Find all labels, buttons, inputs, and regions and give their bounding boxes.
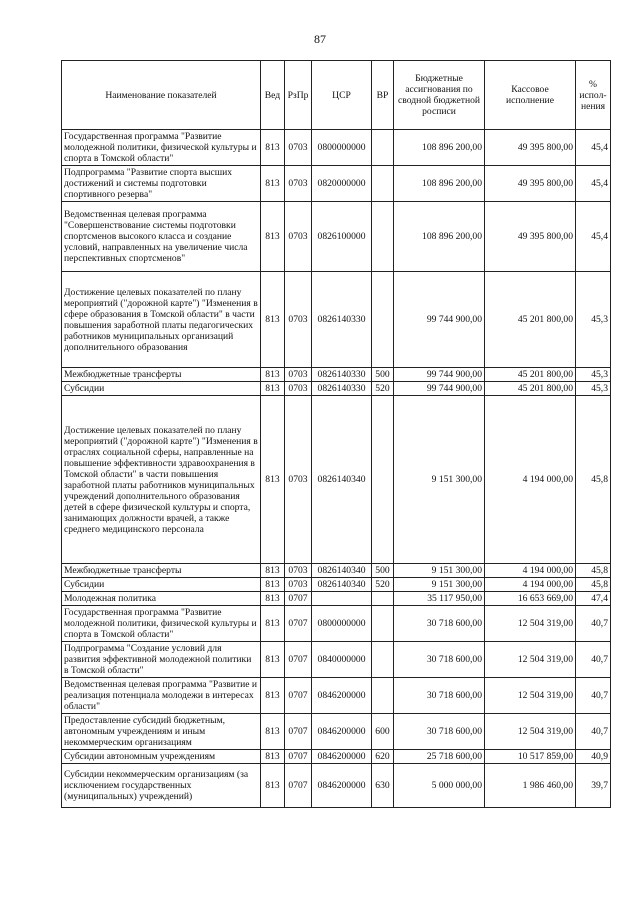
cell-ved: 813 (261, 130, 285, 166)
cell-rzpr: 0703 (285, 368, 312, 382)
cell-vr: 520 (372, 578, 394, 592)
cell-vr (372, 130, 394, 166)
cell-rzpr: 0703 (285, 130, 312, 166)
cell-rzpr: 0707 (285, 678, 312, 714)
cell-budget: 30 718 600,00 (394, 642, 485, 678)
cell-name: Подпрограмма "Развитие спорта высших достижений и системы подготовки спортивного резерва" (62, 166, 261, 202)
cell-vr (372, 202, 394, 272)
cell-name: Достижение целевых показателей по плану мероприятий ("дорожной карте") "Изменения в сфере образования в Томской области" в части повышения заработной платы педагогических работников муниципальных организаций дополнительного образования (62, 272, 261, 368)
header-ved: Вед (261, 61, 285, 130)
cell-ved: 813 (261, 272, 285, 368)
cell-vr (372, 642, 394, 678)
cell-percent: 40,7 (576, 678, 611, 714)
cell-budget: 9 151 300,00 (394, 564, 485, 578)
cell-cash: 49 395 800,00 (485, 202, 576, 272)
cell-rzpr: 0707 (285, 606, 312, 642)
cell-rzpr: 0707 (285, 750, 312, 764)
cell-ved: 813 (261, 642, 285, 678)
cell-ved: 813 (261, 202, 285, 272)
header-vr: ВР (372, 61, 394, 130)
table-row (62, 606, 611, 642)
cell-vr: 620 (372, 750, 394, 764)
cell-percent: 39,7 (576, 764, 611, 808)
cell-name: Государственная программа "Развитие молодежной политики, физической культуры и спорта в Томской области" (62, 606, 261, 642)
cell-ved: 813 (261, 764, 285, 808)
cell-cash: 45 201 800,00 (485, 272, 576, 368)
cell-rzpr: 0703 (285, 396, 312, 564)
cell-rzpr: 0707 (285, 642, 312, 678)
cell-csr: 0846200000 (312, 714, 372, 750)
cell-vr (372, 592, 394, 606)
cell-ved: 813 (261, 714, 285, 750)
cell-csr: 0826140330 (312, 382, 372, 396)
cell-cash: 4 194 000,00 (485, 396, 576, 564)
cell-rzpr: 0703 (285, 564, 312, 578)
cell-name: Молодежная политика (62, 592, 261, 606)
cell-ved: 813 (261, 396, 285, 564)
cell-vr: 630 (372, 764, 394, 808)
cell-budget: 30 718 600,00 (394, 714, 485, 750)
cell-csr: 0826140340 (312, 578, 372, 592)
cell-csr: 0826140330 (312, 272, 372, 368)
cell-rzpr: 0707 (285, 714, 312, 750)
cell-percent: 40,7 (576, 714, 611, 750)
cell-budget: 9 151 300,00 (394, 578, 485, 592)
cell-percent: 40,7 (576, 606, 611, 642)
cell-name: Субсидии (62, 578, 261, 592)
cell-vr: 500 (372, 564, 394, 578)
cell-percent: 45,4 (576, 166, 611, 202)
cell-vr (372, 272, 394, 368)
table-row (62, 564, 611, 578)
cell-percent: 45,3 (576, 368, 611, 382)
table-row (62, 368, 611, 382)
cell-name: Межбюджетные трансферты (62, 564, 261, 578)
cell-name: Субсидии автономным учреждениям (62, 750, 261, 764)
table-row (62, 202, 611, 272)
header-rzpr: РзПр (285, 61, 312, 130)
cell-percent: 45,8 (576, 578, 611, 592)
cell-cash: 12 504 319,00 (485, 606, 576, 642)
cell-ved: 813 (261, 750, 285, 764)
table-header-row (62, 61, 611, 130)
table-row (62, 714, 611, 750)
cell-percent: 40,9 (576, 750, 611, 764)
cell-percent: 45,8 (576, 396, 611, 564)
cell-ved: 813 (261, 606, 285, 642)
cell-name: Субсидии некоммерческим организациям (за исключением государственных (муниципальных) учреждений) (62, 764, 261, 808)
table-row (62, 642, 611, 678)
header-csr: ЦСР (312, 61, 372, 130)
cell-csr: 0820000000 (312, 166, 372, 202)
cell-csr: 0846200000 (312, 678, 372, 714)
cell-csr: 0800000000 (312, 130, 372, 166)
cell-cash: 4 194 000,00 (485, 564, 576, 578)
cell-ved: 813 (261, 564, 285, 578)
cell-rzpr: 0707 (285, 592, 312, 606)
cell-cash: 49 395 800,00 (485, 166, 576, 202)
cell-percent: 45,3 (576, 272, 611, 368)
table-row (62, 382, 611, 396)
table-row (62, 272, 611, 368)
header-cash: Кассовое исполнение (485, 61, 576, 130)
cell-csr: 0826140340 (312, 396, 372, 564)
cell-rzpr: 0703 (285, 382, 312, 396)
cell-budget: 108 896 200,00 (394, 130, 485, 166)
cell-ved: 813 (261, 578, 285, 592)
cell-vr (372, 396, 394, 564)
cell-ved: 813 (261, 382, 285, 396)
header-percent: % испол-нения (576, 61, 611, 130)
cell-budget: 99 744 900,00 (394, 382, 485, 396)
cell-rzpr: 0703 (285, 272, 312, 368)
cell-name: Предоставление субсидий бюджетным, автономным учреждениям и иным некоммерческим организациям (62, 714, 261, 750)
table-row (62, 396, 611, 564)
cell-budget: 108 896 200,00 (394, 202, 485, 272)
cell-percent: 45,8 (576, 564, 611, 578)
cell-budget: 30 718 600,00 (394, 606, 485, 642)
cell-csr: 0826100000 (312, 202, 372, 272)
cell-csr: 0826140340 (312, 564, 372, 578)
cell-name: Межбюджетные трансферты (62, 368, 261, 382)
cell-csr: 0826140330 (312, 368, 372, 382)
cell-vr (372, 678, 394, 714)
budget-execution-table (61, 60, 611, 808)
cell-cash: 4 194 000,00 (485, 578, 576, 592)
cell-rzpr: 0703 (285, 578, 312, 592)
cell-vr (372, 166, 394, 202)
header-name: Наименование показателей (62, 61, 261, 130)
cell-ved: 813 (261, 678, 285, 714)
cell-csr: 0800000000 (312, 606, 372, 642)
page-number: 87 (314, 32, 326, 46)
cell-cash: 12 504 319,00 (485, 714, 576, 750)
cell-ved: 813 (261, 592, 285, 606)
cell-name: Достижение целевых показателей по плану мероприятий ("дорожной карте") "Изменения в отраслях социальной сферы, направленные на повышение эффективности здравоохранения в Томской области" в части повышения заработной платы работников муниципальных учреждений дополнительного образования детей в сфере физической культуры и спорта, занимающих должности врачей, а также среднего медицинского персонала (62, 396, 261, 564)
cell-cash: 1 986 460,00 (485, 764, 576, 808)
cell-cash: 16 653 669,00 (485, 592, 576, 606)
table-row (62, 130, 611, 166)
cell-percent: 45,4 (576, 202, 611, 272)
table-row (62, 166, 611, 202)
cell-csr: 0846200000 (312, 764, 372, 808)
table-row (62, 578, 611, 592)
cell-budget: 108 896 200,00 (394, 166, 485, 202)
cell-name: Ведомственная целевая программа "Развитие и реализация потенциала молодежи в интересах области" (62, 678, 261, 714)
cell-ved: 813 (261, 166, 285, 202)
cell-ved: 813 (261, 368, 285, 382)
cell-rzpr: 0707 (285, 764, 312, 808)
cell-budget: 9 151 300,00 (394, 396, 485, 564)
cell-cash: 49 395 800,00 (485, 130, 576, 166)
table-row (62, 678, 611, 714)
cell-percent: 40,7 (576, 642, 611, 678)
cell-budget: 25 718 600,00 (394, 750, 485, 764)
cell-rzpr: 0703 (285, 202, 312, 272)
table-row (62, 592, 611, 606)
cell-cash: 45 201 800,00 (485, 382, 576, 396)
cell-budget: 99 744 900,00 (394, 272, 485, 368)
cell-csr: 0840000000 (312, 642, 372, 678)
cell-percent: 47,4 (576, 592, 611, 606)
cell-rzpr: 0703 (285, 166, 312, 202)
cell-name: Ведомственная целевая программа "Совершенствование системы подготовки спортсменов высокого класса и создание условий, направленных на увеличение числа перспективных спортсменов" (62, 202, 261, 272)
cell-cash: 12 504 319,00 (485, 678, 576, 714)
cell-budget: 35 117 950,00 (394, 592, 485, 606)
cell-vr: 500 (372, 368, 394, 382)
cell-csr: 0846200000 (312, 750, 372, 764)
cell-csr (312, 592, 372, 606)
cell-vr: 520 (372, 382, 394, 396)
cell-percent: 45,3 (576, 382, 611, 396)
cell-vr (372, 606, 394, 642)
cell-name: Подпрограмма "Создание условий для развития эффективной молодежной политики в Томской области" (62, 642, 261, 678)
cell-cash: 10 517 859,00 (485, 750, 576, 764)
cell-budget: 5 000 000,00 (394, 764, 485, 808)
table-row (62, 764, 611, 808)
cell-cash: 45 201 800,00 (485, 368, 576, 382)
cell-cash: 12 504 319,00 (485, 642, 576, 678)
table-row (62, 750, 611, 764)
header-budget: Бюджетные ассигнования по сводной бюджетной росписи (394, 61, 485, 130)
cell-vr: 600 (372, 714, 394, 750)
cell-name: Субсидии (62, 382, 261, 396)
cell-name: Государственная программа "Развитие молодежной политики, физической культуры и спорта в Томской области" (62, 130, 261, 166)
cell-percent: 45,4 (576, 130, 611, 166)
cell-budget: 30 718 600,00 (394, 678, 485, 714)
cell-budget: 99 744 900,00 (394, 368, 485, 382)
